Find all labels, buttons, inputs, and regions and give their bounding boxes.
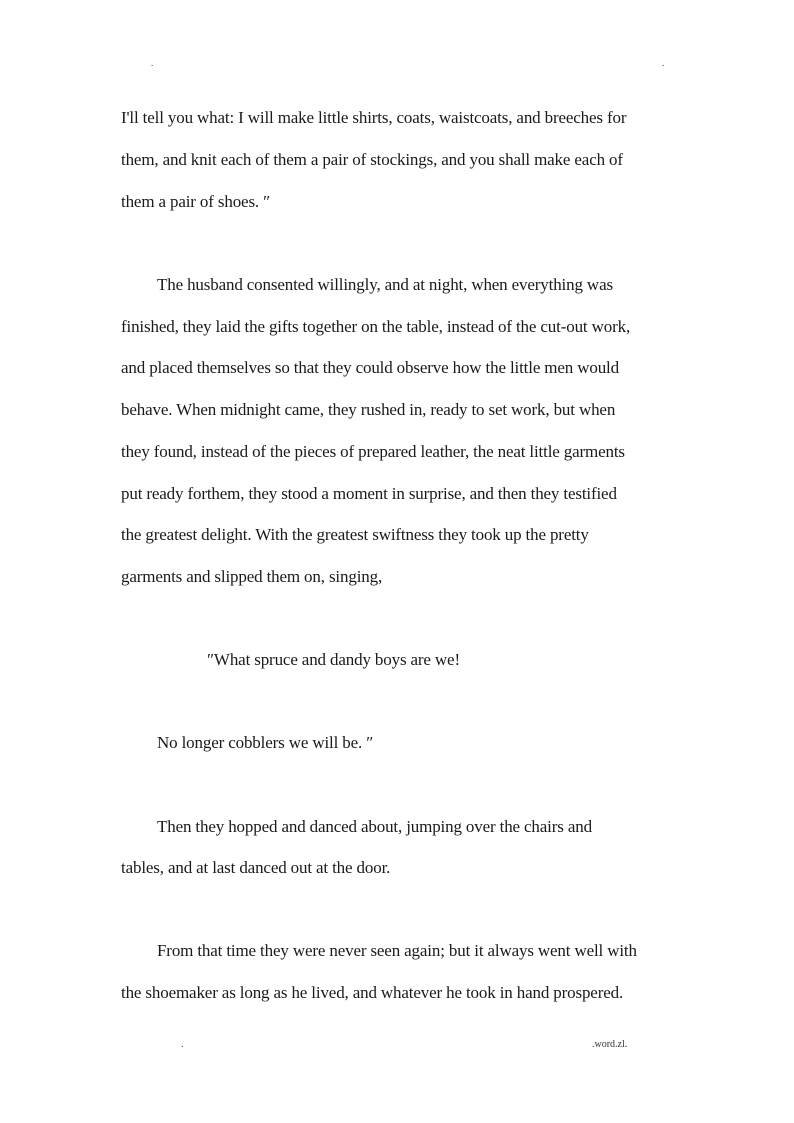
text-line: finished, they laid the gifts together on the table, instead of the cut-out work, bbox=[121, 317, 631, 336]
text-line: tables, and at last danced out at the door. bbox=[121, 858, 391, 877]
text-line: I'll tell you what: I will make little shirts, coats, waistcoats, and breeches for bbox=[121, 108, 627, 127]
footer-watermark: .word.zl. bbox=[592, 1039, 628, 1050]
text-line: put ready forthem, they stood a moment in surprise, and then they testified bbox=[121, 484, 617, 503]
text-line: they found, instead of the pieces of prepared leather, the neat little garments bbox=[121, 442, 625, 461]
text-line: the shoemaker as long as he lived, and whatever he took in hand prospered. bbox=[121, 983, 624, 1002]
footer-mark-left: . bbox=[181, 1039, 184, 1050]
text-line: the greatest delight. With the greatest swiftness they took up the pretty bbox=[121, 525, 589, 544]
verse-line-2: No longer cobblers we will be. ″ bbox=[157, 733, 374, 752]
verse-line-1: ″What spruce and dandy boys are we! bbox=[207, 650, 460, 669]
text-line: them a pair of shoes. ″ bbox=[121, 192, 271, 211]
text-line: The husband consented willingly, and at night, when everything was bbox=[157, 275, 613, 294]
text-line: them, and knit each of them a pair of stockings, and you shall make each of bbox=[121, 150, 623, 169]
header-mark-left: . bbox=[151, 58, 154, 68]
header-mark-right: . bbox=[662, 58, 665, 68]
text-line: and placed themselves so that they could observe how the little men would bbox=[121, 358, 619, 377]
text-line: Then they hopped and danced about, jumping over the chairs and bbox=[157, 817, 592, 836]
text-line: garments and slipped them on, singing, bbox=[121, 567, 383, 586]
text-line: From that time they were never seen again; but it always went well with bbox=[157, 941, 637, 960]
text-line: behave. When midnight came, they rushed in, ready to set work, but when bbox=[121, 400, 616, 419]
